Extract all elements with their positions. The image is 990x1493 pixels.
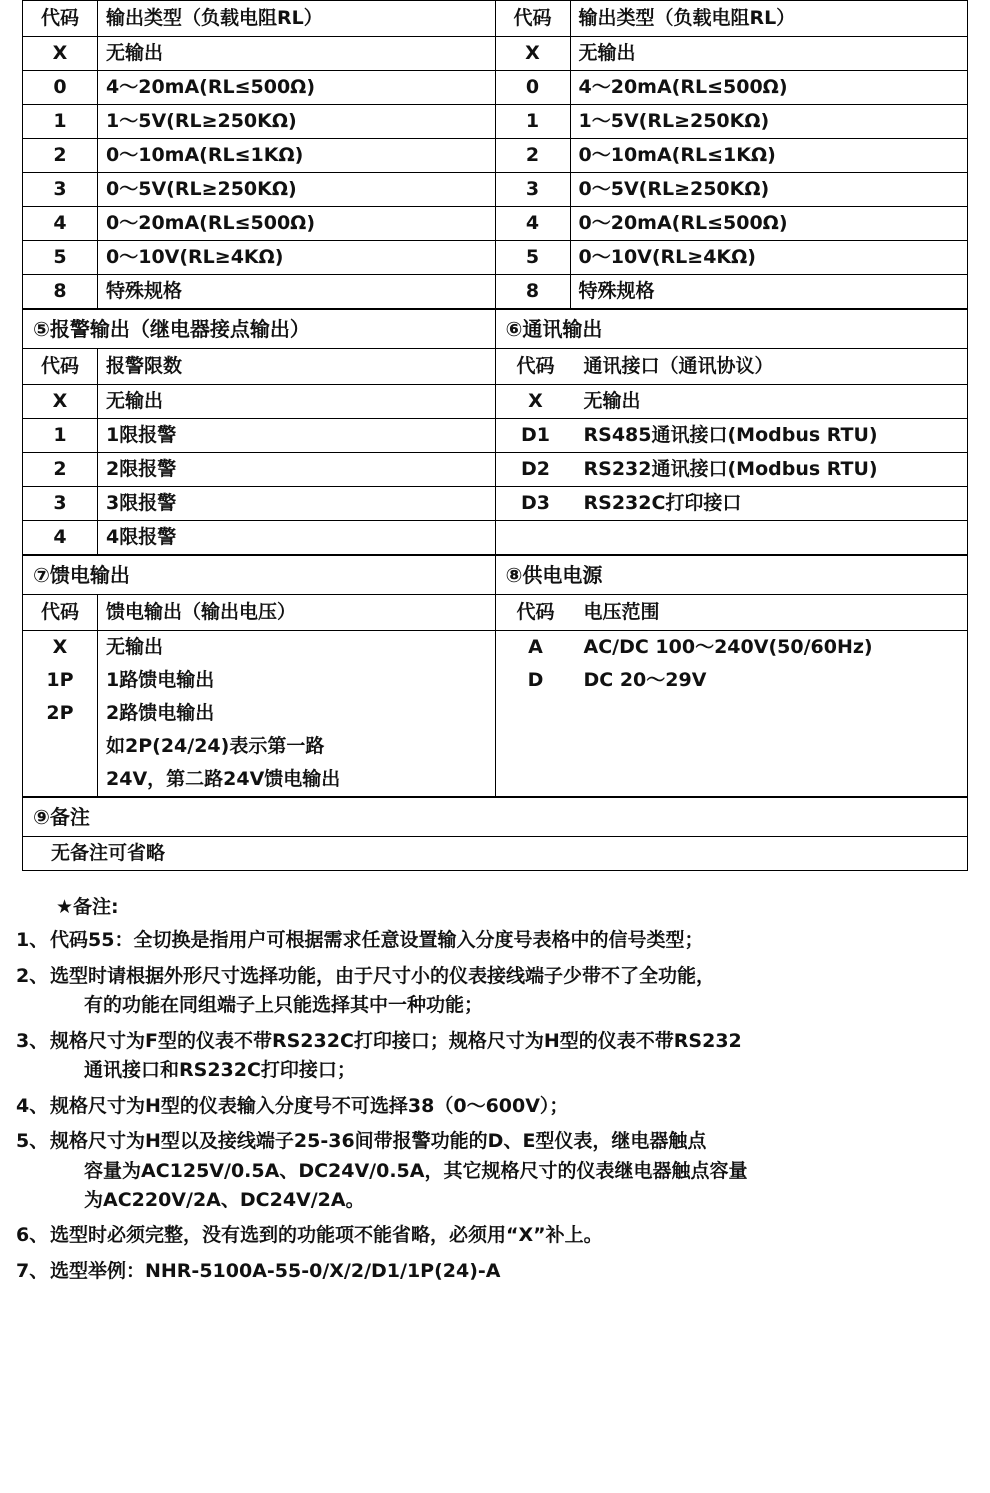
section-9-content: 无备注可省略 [23, 837, 968, 871]
note-line: 选型举例：NHR-5100A-55-0/X/2/D1/1P(24)-A [50, 1259, 501, 1282]
header-code: 代码 [23, 595, 98, 631]
row-type: 2限报警 [98, 453, 495, 487]
row-code: X [496, 37, 571, 71]
header-type: 报警限数 [98, 349, 495, 385]
row-code: 4 [23, 207, 98, 241]
table-row [23, 837, 968, 871]
row-type: 0～20mA(RL≤500Ω) [98, 207, 495, 241]
note-item: 5、规格尺寸为H型以及接线端子25-36间带报警功能的D、E型仪表，继电器触点 容量为AC125V/0.5A、DC24V/0.5A，其它规格尺寸的仪表继电器触点容量 为AC220V/2A、DC24V/2A。 [22, 1127, 968, 1215]
row-type: 0～5V(RL≥250KΩ) [98, 173, 495, 207]
row-type: AC/DC 100～240V(50/60Hz) [583, 636, 873, 658]
row-code: 2 [23, 453, 98, 487]
row-type: 2路馈电输出 [106, 702, 215, 724]
note-item: 2、选型时请根据外形尺寸选择功能，由于尺寸小的仪表接线端子少带不了全功能， 有的功能在同组端子上只能选择其中一种功能； [22, 962, 968, 1021]
output-type-right-cell [495, 1, 968, 309]
section-7-table [23, 556, 495, 796]
row-type: 无输出 [106, 636, 164, 658]
output-type-left-table [23, 1, 495, 308]
output-type-block [22, 0, 968, 309]
row-code-empty [496, 730, 576, 763]
section-5-cell [23, 310, 496, 555]
row-code: A [528, 636, 543, 658]
table-row [23, 730, 495, 763]
note-item: 7、选型举例：NHR-5100A-55-0/X/2/D1/1P(24)-A [16, 1259, 501, 1282]
note-line: 规格尺寸为H型的仪表输入分度号不可选择38（0～600V）； [50, 1094, 569, 1117]
header-code: 代码 [496, 349, 576, 385]
row-code: D [527, 669, 544, 691]
row-type: 如2P(24/24)表示第一路 [106, 735, 325, 757]
table-header-row [23, 595, 495, 631]
section-8-cell [495, 556, 968, 797]
table-row [496, 664, 968, 697]
output-type-right-table [496, 1, 968, 308]
note-line: 代码55：全切换是指用户可根据需求任意设置输入分度号表格中的信号类型； [50, 929, 704, 952]
table-row [23, 664, 495, 697]
row-type: 无输出 [98, 385, 495, 419]
row-type: 特殊规格 [106, 280, 183, 302]
section-5-title: ⑤报警输出（继电器接点输出） [23, 310, 495, 349]
section-title-row [23, 798, 968, 837]
table-row [23, 453, 495, 487]
header-type: 输出类型（负载电阻RL） [570, 1, 967, 37]
section-9-title: ⑨备注 [23, 798, 968, 837]
header-type: 输出类型（负载电阻RL） [98, 1, 495, 37]
row-type: 1～5V(RL≥250KΩ) [98, 105, 495, 139]
row-type: 特殊规格 [578, 280, 655, 302]
row-type: 0～20mA(RL≤500Ω) [570, 207, 967, 241]
row-type-empty [576, 763, 968, 796]
section-8-table [496, 556, 968, 796]
table-row [496, 487, 968, 521]
table-row [496, 453, 968, 487]
table-row [23, 631, 495, 665]
section-8-title: ⑧供电电源 [496, 556, 968, 595]
note-item: 4、规格尺寸为H型的仪表输入分度号不可选择38（0～600V）； [16, 1094, 569, 1117]
row-code: 2 [496, 139, 571, 173]
table-row [23, 207, 495, 241]
note-line: 选型时必须完整，没有选到的功能项不能省略，必须用“X”补上。 [50, 1224, 603, 1247]
row-code: 1 [496, 105, 571, 139]
row-type: 1路馈电输出 [106, 669, 215, 691]
table-row [23, 173, 495, 207]
header-code: 代码 [23, 349, 98, 385]
note-item: 3、规格尺寸为F型的仪表不带RS232C打印接口；规格尺寸为H型的仪表不带RS232 通讯接口和RS232C打印接口； [22, 1027, 968, 1086]
row-type: 0～10mA(RL≤1KΩ) [98, 139, 495, 173]
row-code [23, 730, 98, 763]
row-type: RS485通讯接口(Modbus RTU) [576, 419, 968, 453]
row-type-empty [576, 697, 968, 730]
row-type: 0～10V(RL≥4KΩ) [98, 241, 495, 275]
note-line: 有的功能在同组端子上只能选择其中一种功能； [84, 994, 484, 1017]
table-row [496, 139, 968, 173]
row-code: 1 [23, 105, 98, 139]
table-row [496, 631, 968, 665]
header-type: 电压范围 [576, 595, 968, 631]
row-type: 无输出 [576, 385, 968, 419]
row-code: D3 [496, 487, 576, 521]
section-7-8-block [22, 555, 968, 797]
section-6-cell [495, 310, 968, 555]
section-title-row [23, 310, 495, 349]
section-7-title: ⑦馈电输出 [23, 556, 495, 595]
row-code: 4 [23, 521, 98, 555]
table-row-spacer [496, 763, 968, 796]
table-row [23, 241, 495, 275]
row-code: 1P [23, 664, 98, 697]
table-row [23, 763, 495, 796]
notes-section [16, 893, 968, 1286]
header-code: 代码 [496, 595, 576, 631]
row-code: X [23, 385, 98, 419]
row-type: 4限报警 [106, 526, 177, 548]
row-code: 2 [23, 139, 98, 173]
note-line: 通讯接口和RS232C打印接口； [84, 1059, 356, 1082]
note-line: 选型时请根据外形尺寸选择功能，由于尺寸小的仪表接线端子少带不了全功能， [50, 964, 716, 987]
notes-title: ★备注: [56, 896, 119, 918]
table-row-spacer [496, 697, 968, 730]
row-code: 8 [23, 275, 98, 309]
table-row [23, 37, 495, 71]
table-row [23, 385, 495, 419]
row-code: 8 [496, 275, 571, 309]
section-5-table [23, 310, 495, 554]
row-type: 无输出 [98, 37, 495, 71]
table-row [496, 173, 968, 207]
section-9-block [22, 797, 968, 871]
row-code: D2 [496, 453, 576, 487]
table-row [23, 697, 495, 730]
table-row [496, 37, 968, 71]
row-code: X [23, 631, 98, 665]
output-type-left-cell [23, 1, 496, 309]
row-type-empty [576, 730, 968, 763]
table-row [496, 419, 968, 453]
table-row [23, 521, 495, 555]
notes-list [16, 926, 968, 1286]
header-type: 通讯接口（通讯协议） [576, 349, 968, 385]
row-type-empty [576, 521, 968, 555]
table-row [496, 385, 968, 419]
row-type: 0～10V(RL≥4KΩ) [570, 241, 967, 275]
note-line: 为AC220V/2A、DC24V/2A。 [84, 1188, 365, 1211]
row-code: 2P [23, 697, 98, 730]
header-type: 馈电输出（输出电压） [98, 595, 495, 631]
row-code: 3 [23, 487, 98, 521]
row-type: 0～10mA(RL≤1KΩ) [570, 139, 967, 173]
row-code: 4 [496, 207, 571, 241]
table-row [496, 241, 968, 275]
row-type: DC 20～29V [583, 669, 707, 691]
row-code: X [496, 385, 576, 419]
row-code-empty [496, 763, 576, 796]
row-type: 4～20mA(RL≤500Ω) [570, 71, 967, 105]
table-row [23, 139, 495, 173]
section-title-row [496, 310, 968, 349]
table-header-row [496, 1, 968, 37]
section-title-row [23, 556, 495, 595]
note-item: 6、选型时必须完整，没有选到的功能项不能省略，必须用“X”补上。 [16, 1224, 603, 1247]
table-row-spacer [496, 521, 968, 555]
table-header-row [23, 1, 495, 37]
note-line: 容量为AC125V/0.5A、DC24V/0.5A，其它规格尺寸的仪表继电器触点容量 [84, 1159, 748, 1182]
table-header-row [496, 595, 968, 631]
table-row [23, 419, 495, 453]
row-type: 1限报警 [98, 419, 495, 453]
table-row [23, 275, 495, 309]
note-line: 规格尺寸为F型的仪表不带RS232C打印接口；规格尺寸为H型的仪表不带RS232 [50, 1029, 742, 1052]
row-type: 无输出 [570, 37, 967, 71]
table-row [23, 487, 495, 521]
note-item: 1、代码55：全切换是指用户可根据需求任意设置输入分度号表格中的信号类型； [16, 929, 704, 952]
row-type: 1～5V(RL≥250KΩ) [570, 105, 967, 139]
row-code-empty [496, 697, 576, 730]
table-row [496, 275, 968, 309]
row-code: 3 [23, 173, 98, 207]
table-header-row [496, 349, 968, 385]
row-code-empty [496, 521, 576, 555]
row-code [23, 763, 98, 796]
row-code: D1 [496, 419, 576, 453]
table-row [496, 207, 968, 241]
section-6-title: ⑥通讯输出 [496, 310, 968, 349]
row-type: 24V，第二路24V馈电输出 [106, 768, 341, 790]
note-line: 规格尺寸为H型以及接线端子25-36间带报警功能的D、E型仪表，继电器触点 [50, 1130, 707, 1153]
row-code: 3 [496, 173, 571, 207]
table-header-row [23, 349, 495, 385]
section-title-row [496, 556, 968, 595]
table-row [496, 71, 968, 105]
row-type: RS232通讯接口(Modbus RTU) [576, 453, 968, 487]
row-code: 0 [496, 71, 571, 105]
row-type: RS232C打印接口 [576, 487, 968, 521]
section-5-6-block [22, 309, 968, 555]
table-row [23, 105, 495, 139]
table-row-spacer [496, 730, 968, 763]
section-7-cell [23, 556, 496, 797]
row-code: 5 [496, 241, 571, 275]
table-row [496, 105, 968, 139]
row-type: 0～5V(RL≥250KΩ) [570, 173, 967, 207]
row-code: 0 [23, 71, 98, 105]
row-code: X [23, 37, 98, 71]
section-6-table [496, 310, 968, 554]
header-code: 代码 [496, 1, 571, 37]
row-code: 5 [23, 241, 98, 275]
table-row [23, 71, 495, 105]
row-type: 3限报警 [98, 487, 495, 521]
row-type: 4～20mA(RL≤500Ω) [98, 71, 495, 105]
row-code: 1 [23, 419, 98, 453]
header-code: 代码 [23, 1, 98, 37]
